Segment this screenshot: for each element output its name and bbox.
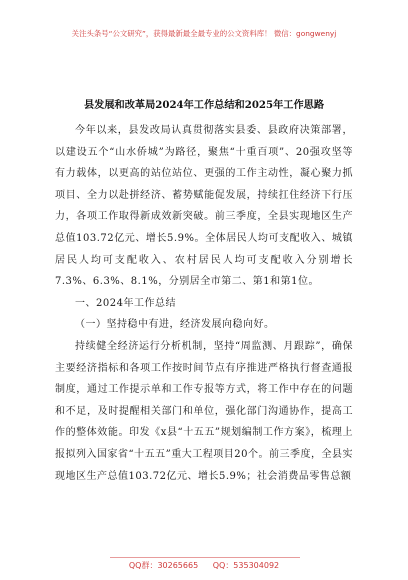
footer-qq-group: QQ群：30265665: [128, 561, 199, 570]
document-body: [55, 120, 353, 487]
footer-divider: [110, 557, 300, 558]
footer-contact: [0, 560, 408, 571]
footer-qq-number: QQ：535304092: [212, 561, 280, 570]
document-title: 县发展和改革局2024年工作总结和2025年工作思路: [83, 99, 325, 111]
section-heading: 一、2024年工作总结: [75, 297, 176, 309]
paragraph-intro: 今年以来，县发改局认真贯彻落实县委、县政府决策部署，以建设五个“山水侨城”为路径，聚焦“十重百项”、20强攻坚等有力载体，以更高的站位站位、更强的工作主动性，凝心聚力抓项目、全力以赴拼经济、蓄势赋能促发展，持续扛住经济下行压力，各项工作取得新成效新突破。前三季度，全县实现地区生产总值103.72亿元、增长5.9%。全体居民人均可支配收入、城镇居民人均可支配收入、农村居民人均可支配收入分别增长7.3%、6.3%、8.1%，分别居全市第二、第1和第1位。: [55, 125, 353, 288]
paragraph-economy: 持续健全经济运行分析机制，坚持“周监测、月跟踪”，确保主要经济指标和各项工作按时间节点有序推进严格执行督查通报制度，通过工作提示单和工作专报等方式，将工作中存在的问题和不足，及时提醒相关部门和单位，强化部门沟通协作，提高工作的整体效能。印发《x县“十五五”规划编制工作方案》，梳理上报拟列入国家省“十五五”重大工程项目20个。前三季度，全县实现地区生产总值103.72亿元、增长5.9%；社会消费品零售总额: [55, 340, 353, 482]
header-banner: 关注头条号“公文研究”，获得最新最全最专业的公文资料库！ 微信：gongwenyj: [71, 29, 337, 38]
subsection-heading: （一）坚持稳中有进，经济发展向稳向好。: [75, 319, 275, 331]
